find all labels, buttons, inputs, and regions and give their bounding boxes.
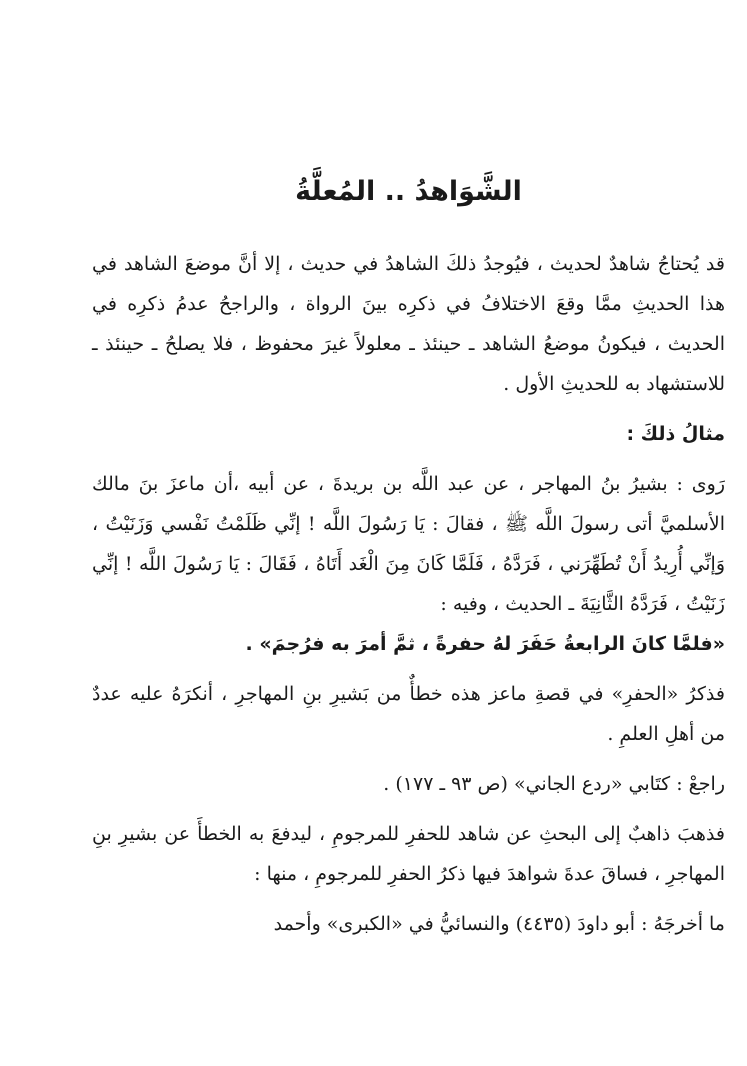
riwaya-block	[92, 464, 725, 664]
quote-line: «فلمَّا كانَ الرابعةُ حَفَرَ لهُ حفرةً ، ثمَّ أمرَ به فرُجمَ» .	[245, 633, 725, 655]
example-heading: مثالُ ذلكَ :	[626, 423, 725, 445]
reference-paragraph: راجعْ : كتَابي «ردع الجاني» (ص ٩٣ ـ ١٧٧) .	[383, 773, 725, 795]
page-title: الشَّوَاهدُ .. المُعلَّةُ	[295, 176, 522, 207]
riwaya-paragraph: رَوى : بشيرُ بنُ المهاجر ، عن عبد اللَّه بن بريدةَ ، عن أبيه ،أن ماعزَ بنَ مالك الأسلميَّ أتى رسولَ اللَّه ﷺ ، فقالَ : يَا رَسُولَ اللَّه ! إنِّي ظَلَمْتُ نَفْسي وَزَنَيْتُ ، وَإنِّي أُرِيدُ أَنْ تُطَهِّرَني ، فَرَدَّهُ ، فَلَمَّا كَانَ مِنَ الْغَد أَتَاهُ ، فَقَالَ : يَا رَسُولَ اللَّه ! إنِّي زَنَيْتُ ، فَرَدَّهُ الثَّانِيَةَ ـ الحديث ، وفيه :	[92, 473, 725, 615]
akhraja-paragraph: ما أخرجَهُ : أبو داودَ (٤٤٣٥) والنسائيُّ في «الكبرى» وأحمد	[273, 913, 725, 935]
hafr-paragraph: فذكرُ «الحفرِ» في قصةِ ماعز هذه خطأٌ من بَشيرِ بنِ المهاجرِ ، أنكرَهُ عليه عددٌ من أهلِ العلمِ .	[92, 683, 725, 745]
page-body	[92, 170, 725, 944]
dhahib-paragraph: فذهبَ ذاهبٌ إلى البحثِ عن شاهد للحفرِ للمرجومِ ، ليدفعَ به الخطأَ عن بشيرِ بنِ المهاجرِ ، فساقَ عدةَ شواهدَ فيها ذكرُ الحفرِ للمرجومِ ، منها :	[92, 823, 725, 885]
intro-paragraph: قد يُحتاجُ شاهدٌ لحديث ، فيُوجدُ ذلكَ الشاهدُ في حديث ، إلا أنَّ موضعَ الشاهد في هذا الحديثِ ممَّا وقعَ الاختلافُ في ذكرِه بينَ الرواة ، والراجحُ عدمُ ذكرِه في الحديث ، فيكونُ موضعُ الشاهد ـ حينئذ ـ معلولاً غيرَ محفوظ ، فلا يصلحُ ـ حينئذ ـ للاستشهاد به للحديثِ الأول .	[92, 253, 725, 395]
